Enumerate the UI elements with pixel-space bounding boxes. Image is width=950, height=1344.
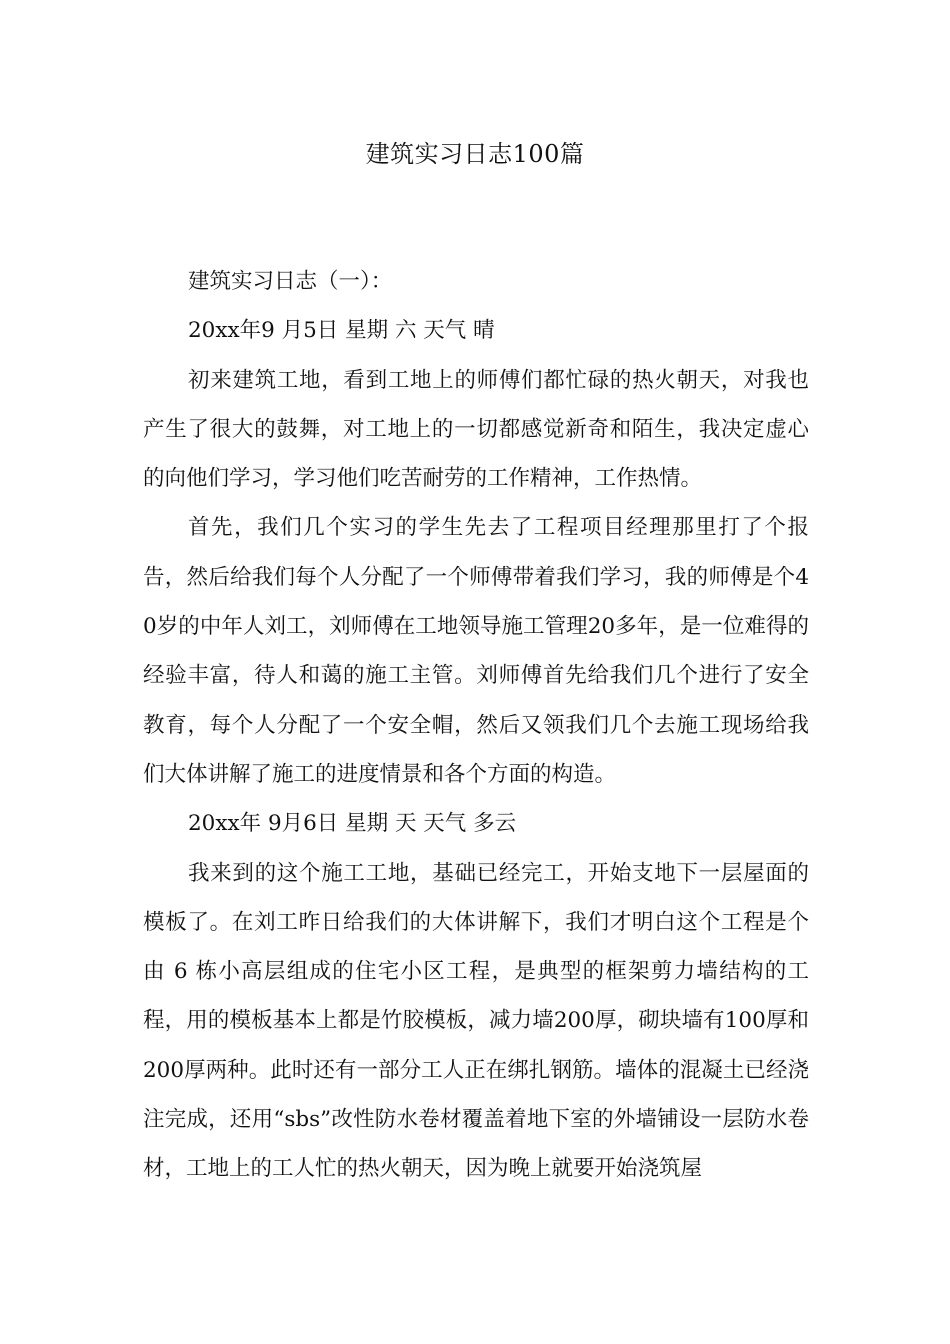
document-title: 建筑实习日志100篇 <box>365 140 585 168</box>
section-heading: 建筑实习日志（一）： <box>188 269 393 294</box>
diary-date-line: 20xx年9 月5日 星期 六 天气 晴 <box>188 318 495 344</box>
body-paragraph: 首先，我们几个实习的学生先去了工程项目经理那里打了个报告，然后给我们每个人分配了一个师傅带着我们学习，我的师傅是个40岁的中年人刘工，刘师傅在工地领导施工管理20多年，是一位难得的经验丰富，待人和蔼的施工主管。刘师傅首先给我们几个进行了安全教育，每个人分配了一个安全帽，然后又领我们几个去施工现场给我们大体讲解了施工的进度情景和各个方面的构造。 <box>143 515 809 787</box>
body-paragraph: 初来建筑工地，看到工地上的师傅们都忙碌的热火朝天，对我也产生了很大的鼓舞，对工地上的一切都感觉新奇和陌生，我决定虚心的向他们学习，学习他们吃苦耐劳的工作精神，工作热情。 <box>143 367 809 492</box>
document-body <box>143 257 809 1194</box>
body-paragraph: 我来到的这个施工工地，基础已经完工，开始支地下一层屋面的模板了。在刘工昨日给我们的大体讲解下，我们才明白这个工程是个由 6 栋小高层组成的住宅小区工程，是典型的框架剪力墙结构的工程，用的模板基本上都是竹胶模板，减力墙200厚，砌块墙有100厚和200厚两种。此时还有一部分工人正在绑扎钢筋。墙体的混凝土已经浇注完成，还用“sbs”改性防水卷材覆盖着地下室的外墙铺设一层防水卷材，工地上的工人忙的热火朝天，因为晚上就要开始浇筑屋 <box>143 860 809 1182</box>
diary-date-line: 20xx年 9月6日 星期 天 天气 多云 <box>188 811 517 837</box>
